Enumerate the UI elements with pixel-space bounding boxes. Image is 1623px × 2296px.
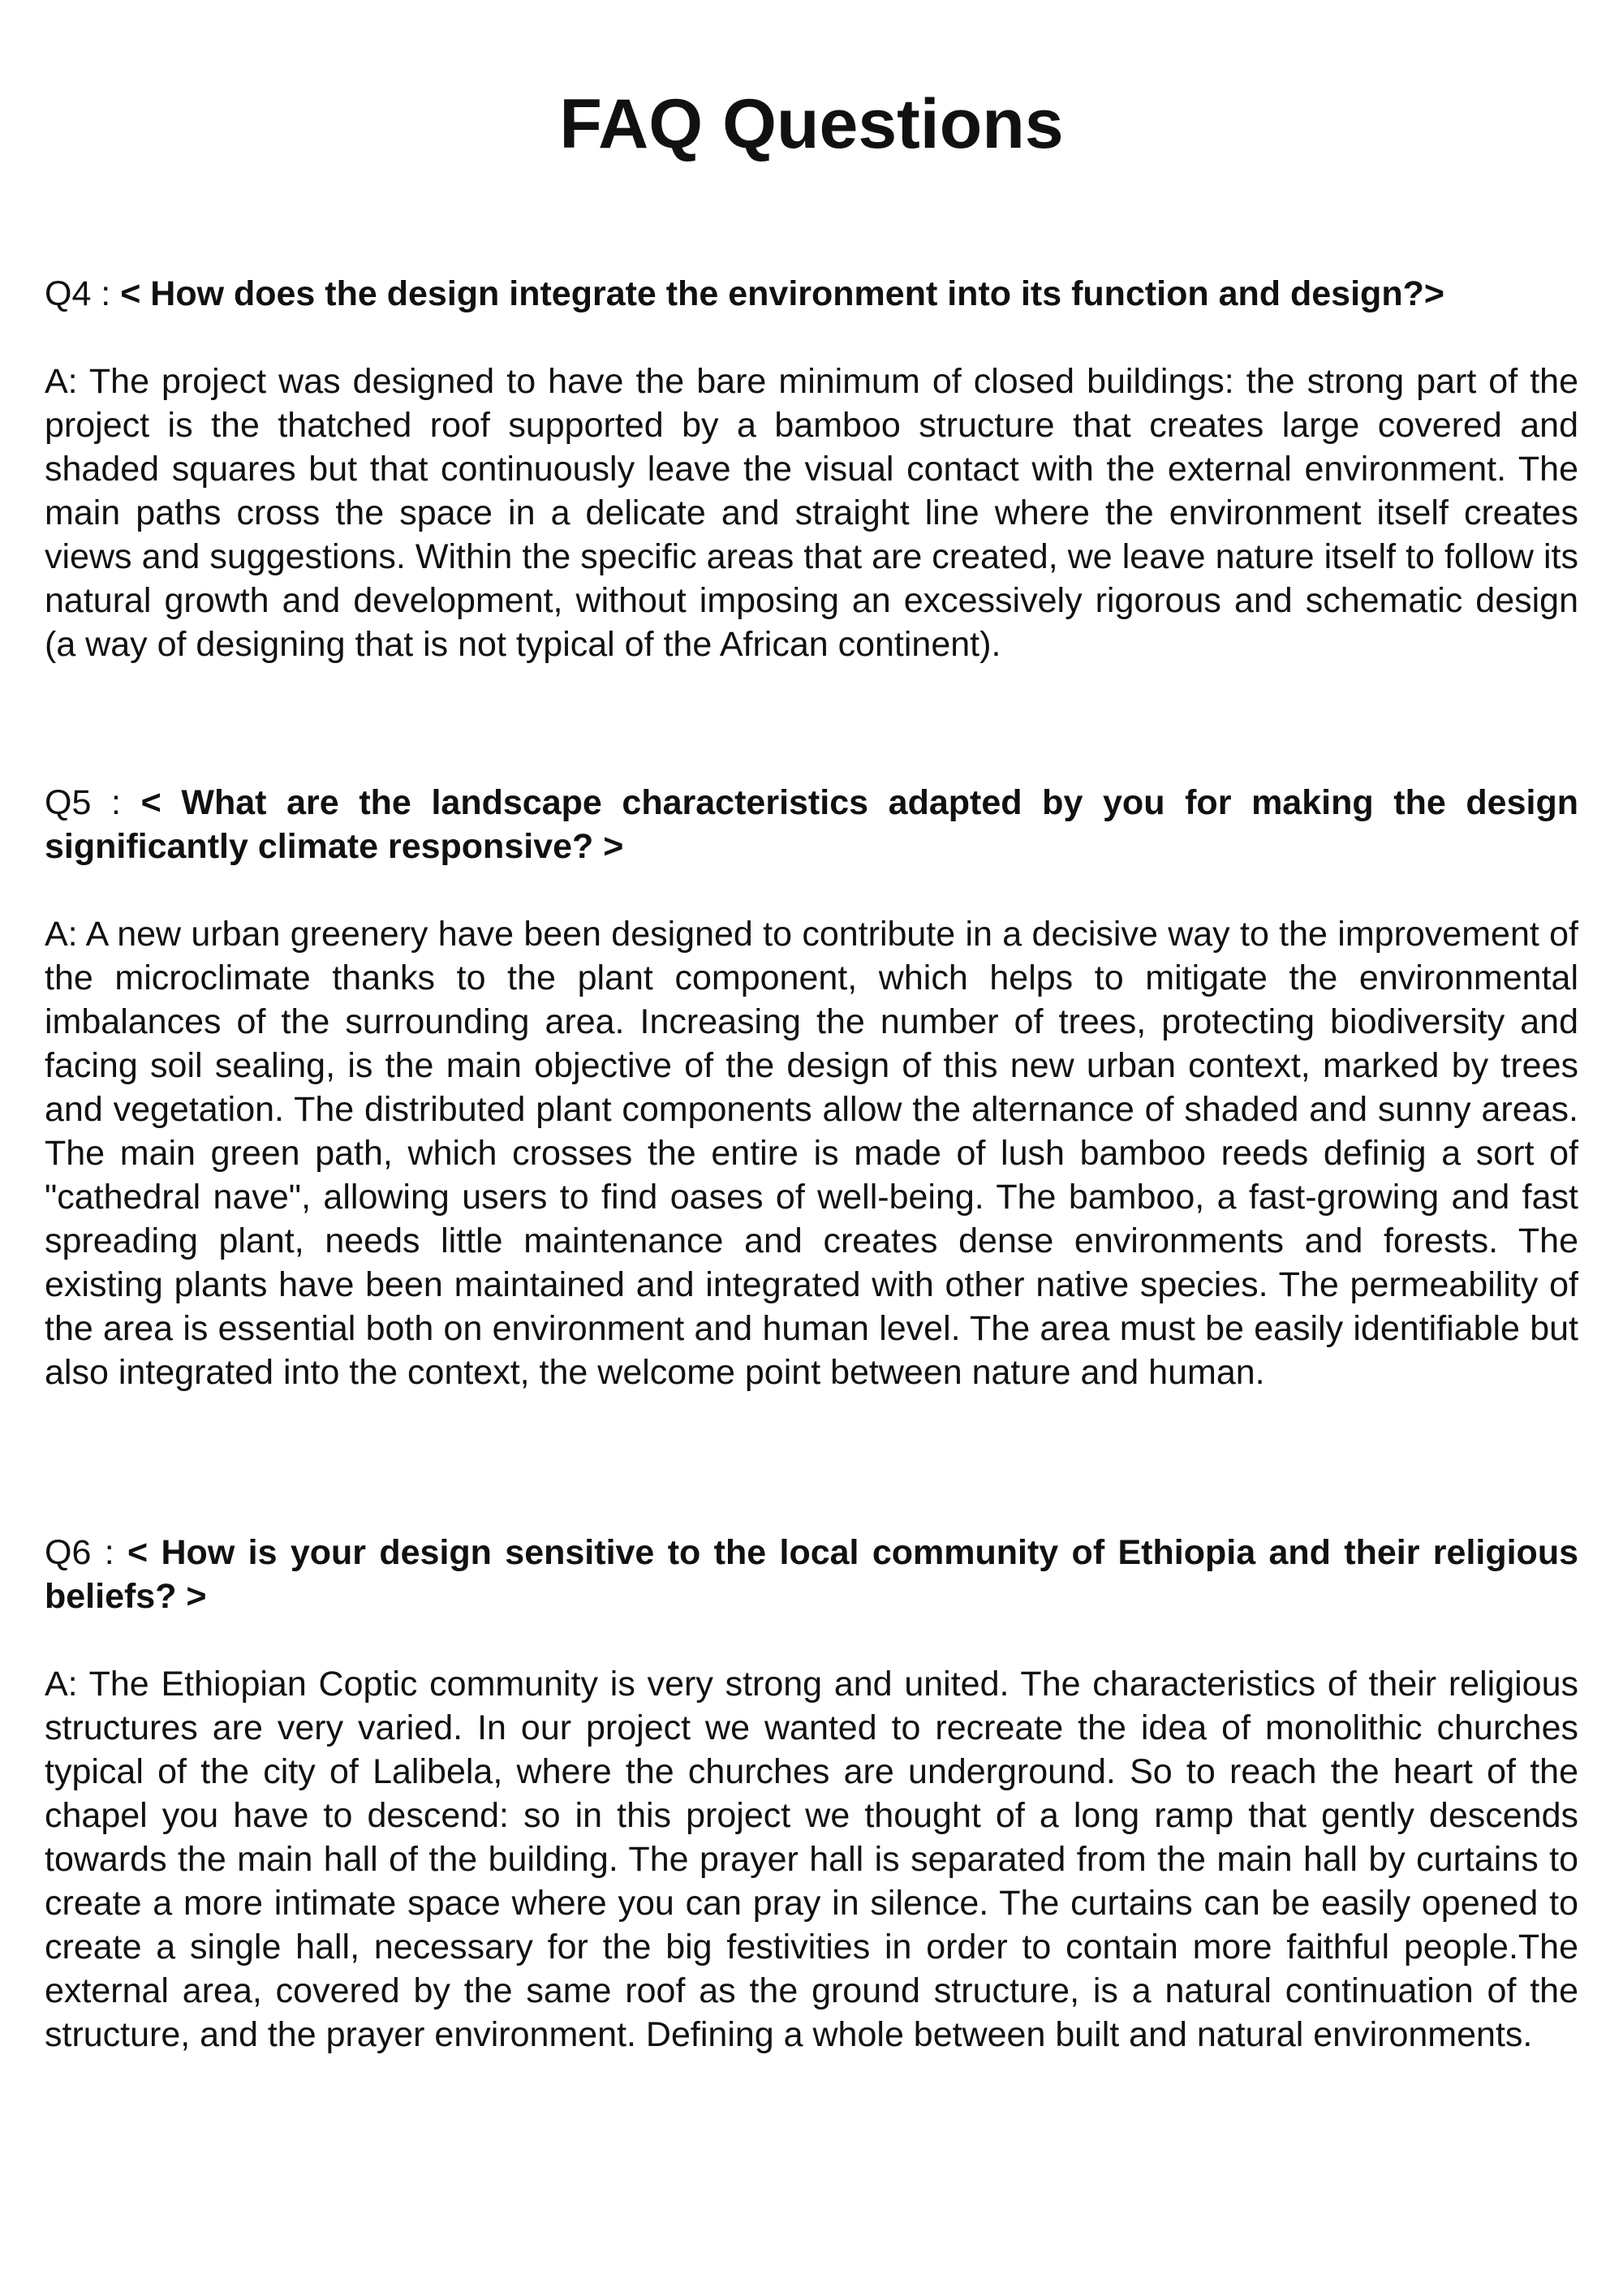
- faq-answer: A: A new urban greenery have been designed to contribute in a decisive way to the improvement of the microclimate thanks to the plant component, which helps to mitigate the environmental imbalances of the surrounding area. Increasing the number of trees, protecting biodiversity and facing soil sealing, is the main objective of the design of this new urban context, marked by trees and vegetation. The distributed plant components allow the alternance of shaded and sunny areas. The main green path, which crosses the entire is made of lush bamboo reeds definig a sort of "cathedral nave", allowing users to find oases of well-being. The bamboo, a fast-growing and fast spreading plant, needs little maintenance and creates dense environments and forests. The existing plants have been maintained and integrated with other native species. The permeability of the area is essential both on environment and human level. The area must be easily identifiable but also integrated into the context, the welcome point between nature and human.: [45, 915, 1578, 1392]
- question-number: Q4 :: [45, 274, 121, 313]
- faq-question: [45, 1531, 1578, 1618]
- faq-item-q6: [45, 1531, 1578, 2057]
- question-text: < How is your design sensitive to the local community of Ethiopia and their religious beliefs? >: [45, 1533, 1579, 1616]
- question-text: < What are the landscape characteristics adapted by you for making the design significantly climate responsive? >: [45, 783, 1578, 866]
- question-text: < How does the design integrate the environment into its function and design?>: [120, 274, 1444, 313]
- faq-answer: A: The Ethiopian Coptic community is very strong and united. The characteristics of their religious structures are very varied. In our project we wanted to recreate the idea of monolithic churches typical of the city of Lalibela, where the churches are underground. So to reach the heart of the chapel you have to descend: so in this project we thought of a long ramp that gently descends towards the main hall of the building. The prayer hall is separated from the main hall by curtains to create a more intimate space where you can pray in silence. The curtains can be easily opened to create a single hall, necessary for the big festivities in order to contain more faithful people.The external area, covered by the same roof as the ground structure, is a natural continuation of the structure, and the prayer environment. Defining a whole between built and natural environments.: [45, 1665, 1578, 2054]
- faq-item-q4: [45, 272, 1578, 666]
- faq-question: [45, 272, 1578, 316]
- faq-item-q5: [45, 781, 1578, 1394]
- question-number: Q5 :: [45, 783, 141, 822]
- faq-question: [45, 781, 1578, 868]
- faq-answer: A: The project was designed to have the bare minimum of closed buildings: the strong part of the project is the thatched roof supported by a bamboo structure that creates large covered and shaded squares but that continuously leave the visual contact with the external environment. The main paths cross the space in a delicate and straight line where the environment itself creates views and suggestions. Within the specific areas that are created, we leave nature itself to follow its natural growth and development, without imposing an excessively rigorous and schematic design (a way of designing that is not typical of the African continent).: [45, 362, 1578, 664]
- question-number: Q6 :: [45, 1533, 128, 1572]
- page-title: FAQ Questions: [559, 85, 1064, 163]
